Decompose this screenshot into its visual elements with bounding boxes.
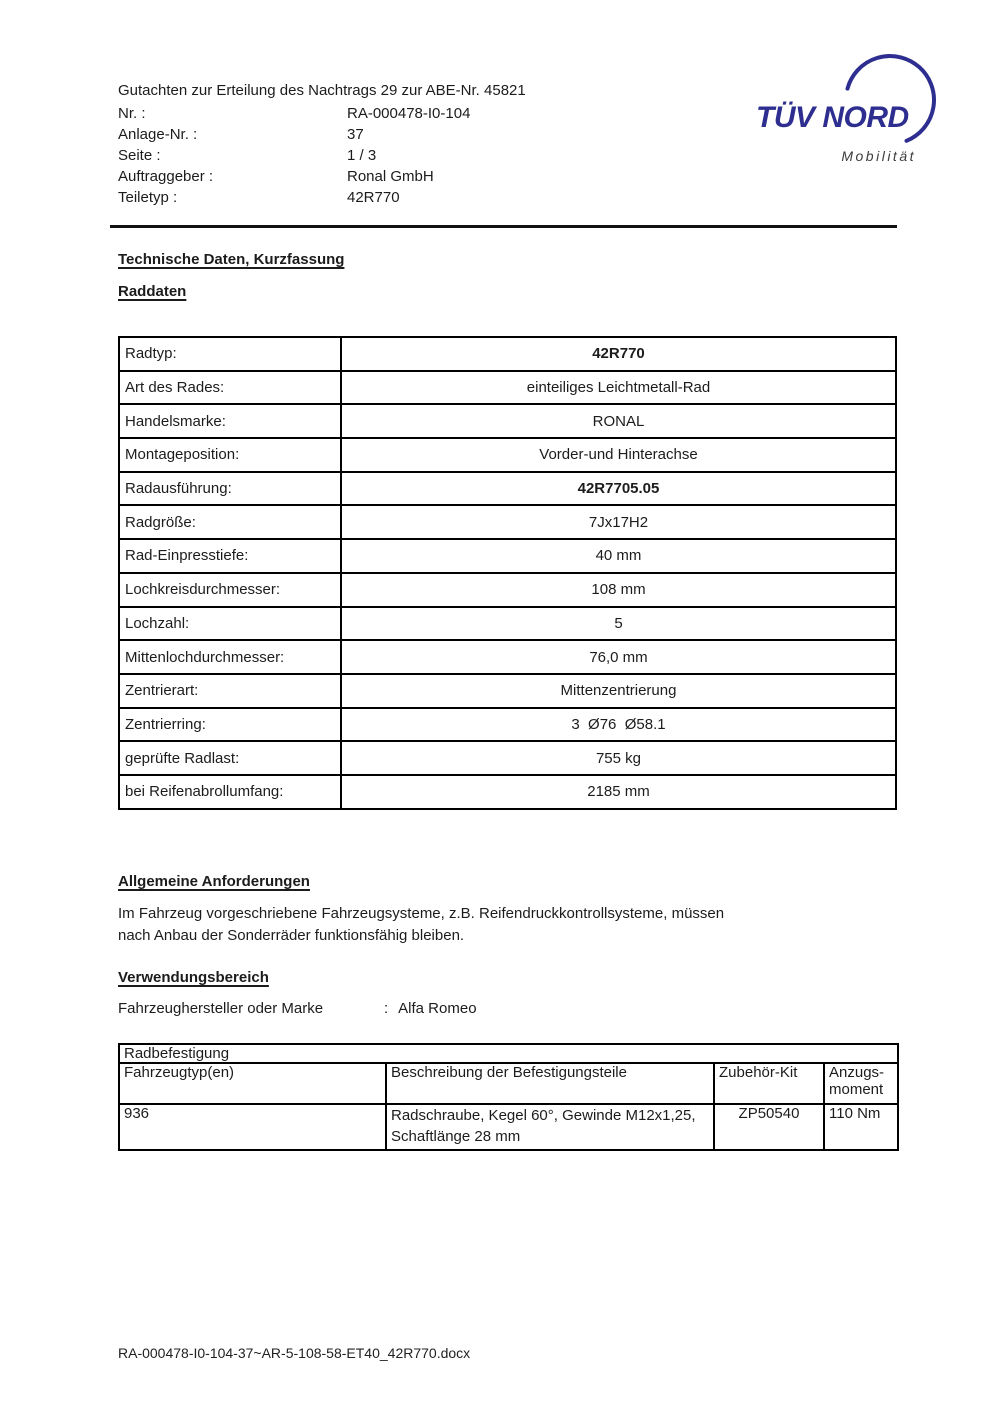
meta-label: Teiletyp : [118,189,178,206]
table-row [119,741,896,775]
logo-division-label: Mobilität [841,148,916,164]
meta-row-seite [118,145,470,166]
doc-title: Gutachten zur Erteilung des Nachtrags 29 zur ABE-Nr. 45821 [118,82,526,99]
raddaten-value: 42R770 [341,337,896,371]
raddaten-value: 3 Ø76 Ø58.1 [341,708,896,742]
meta-row-teiletyp [118,187,470,208]
table-row [119,337,896,371]
table-row [119,775,896,809]
meta-label: Anlage-Nr. : [118,126,198,143]
raddaten-table [118,336,897,810]
raddaten-label: Art des Rades: [119,371,341,405]
heading-verwendungsbereich: Verwendungsbereich [118,969,269,986]
table-row [119,708,896,742]
header-divider [110,225,897,228]
meta-row-anlage [118,124,470,145]
raddaten-label: geprüfte Radlast: [119,741,341,775]
table-row [119,539,896,573]
hersteller-value: Alfa Romeo [398,1000,477,1017]
col-header-fahrzeugtyp: Fahrzeugtyp(en) [119,1063,386,1104]
table-row [119,573,896,607]
tuev-nord-logo: TÜV NORD [756,101,909,134]
hersteller-separator: : [384,1000,389,1017]
raddaten-value: 2185 mm [341,775,896,809]
raddaten-label: Montageposition: [119,438,341,472]
raddaten-label: Mittenlochdurchmesser: [119,640,341,674]
table-row [119,505,896,539]
raddaten-value: RONAL [341,404,896,438]
allgemeine-text-line: nach Anbau der Sonderräder funktionsfähig bleiben. [118,927,465,944]
table-row [119,371,896,405]
raddaten-value: 40 mm [341,539,896,573]
heading-allgemeine-anforderungen: Allgemeine Anforderungen [118,873,310,890]
raddaten-value: 76,0 mm [341,640,896,674]
meta-value: RA-000478-I0-104 [347,105,471,122]
allgemeine-text-line: Im Fahrzeug vorgeschriebene Fahrzeugsysteme, z.B. Reifendruckkontrollsysteme, müssen [118,905,725,922]
raddaten-label: Lochkreisdurchmesser: [119,573,341,607]
raddaten-label: Radausführung: [119,472,341,506]
meta-value: 42R770 [347,189,400,206]
col-header-anzugsmoment: Anzugs-moment [824,1063,898,1104]
cell-anzugsmoment: 110 Nm [824,1104,898,1150]
raddaten-value: einteiliges Leichtmetall-Rad [341,371,896,405]
raddaten-value: 7Jx17H2 [341,505,896,539]
meta-label: Seite : [118,147,161,164]
col-header-zubehoer-kit: Zubehör-Kit [714,1063,824,1104]
raddaten-value: 755 kg [341,741,896,775]
raddaten-label: Lochzahl: [119,607,341,641]
raddaten-value: Mittenzentrierung [341,674,896,708]
raddaten-label: Zentrierart: [119,674,341,708]
heading-raddaten: Raddaten [118,283,187,300]
hersteller-label: Fahrzeughersteller oder Marke [118,1000,324,1017]
meta-value: 37 [347,126,364,143]
table-header-row [119,1063,898,1104]
table-row [119,1104,898,1150]
table-row [119,640,896,674]
cell-fahrzeugtyp: 936 [119,1104,386,1150]
doc-meta-block [118,103,470,208]
radbefestigung-title: Radbefestigung [119,1044,898,1063]
col-header-beschreibung: Beschreibung der Befestigungsteile [386,1063,714,1104]
cell-zubehoer-kit: ZP50540 [714,1104,824,1150]
raddaten-label: Radtyp: [119,337,341,371]
table-row [119,404,896,438]
table-row [119,674,896,708]
raddaten-label: Handelsmarke: [119,404,341,438]
allgemeine-text [118,903,724,947]
meta-value: 1 / 3 [347,147,377,164]
radbefestigung-table [118,1043,899,1151]
table-row [119,472,896,506]
meta-label: Auftraggeber : [118,168,214,185]
raddaten-label: Zentrierring: [119,708,341,742]
heading-technische-daten: Technische Daten, Kurzfassung [118,251,345,268]
raddaten-value: Vorder-und Hinterachse [341,438,896,472]
hersteller-line [118,1000,477,1017]
raddaten-label: Rad-Einpresstiefe: [119,539,341,573]
raddaten-label: bei Reifenabrollumfang: [119,775,341,809]
table-row [119,607,896,641]
raddaten-value: 5 [341,607,896,641]
meta-row-auftraggeber [118,166,470,187]
raddaten-value: 108 mm [341,573,896,607]
cell-beschreibung: Radschraube, Kegel 60°, Gewinde M12x1,25, Schaftlänge 28 mm [386,1104,714,1150]
table-row [119,438,896,472]
meta-value: Ronal GmbH [347,168,434,185]
raddaten-value: 42R7705.05 [341,472,896,506]
meta-row-nr [118,103,470,124]
footer-filename: RA-000478-I0-104-37~AR-5-108-58-ET40_42R770.docx [118,1345,471,1361]
meta-label: Nr. : [118,105,146,122]
raddaten-label: Radgröße: [119,505,341,539]
table-title-row [119,1044,898,1063]
